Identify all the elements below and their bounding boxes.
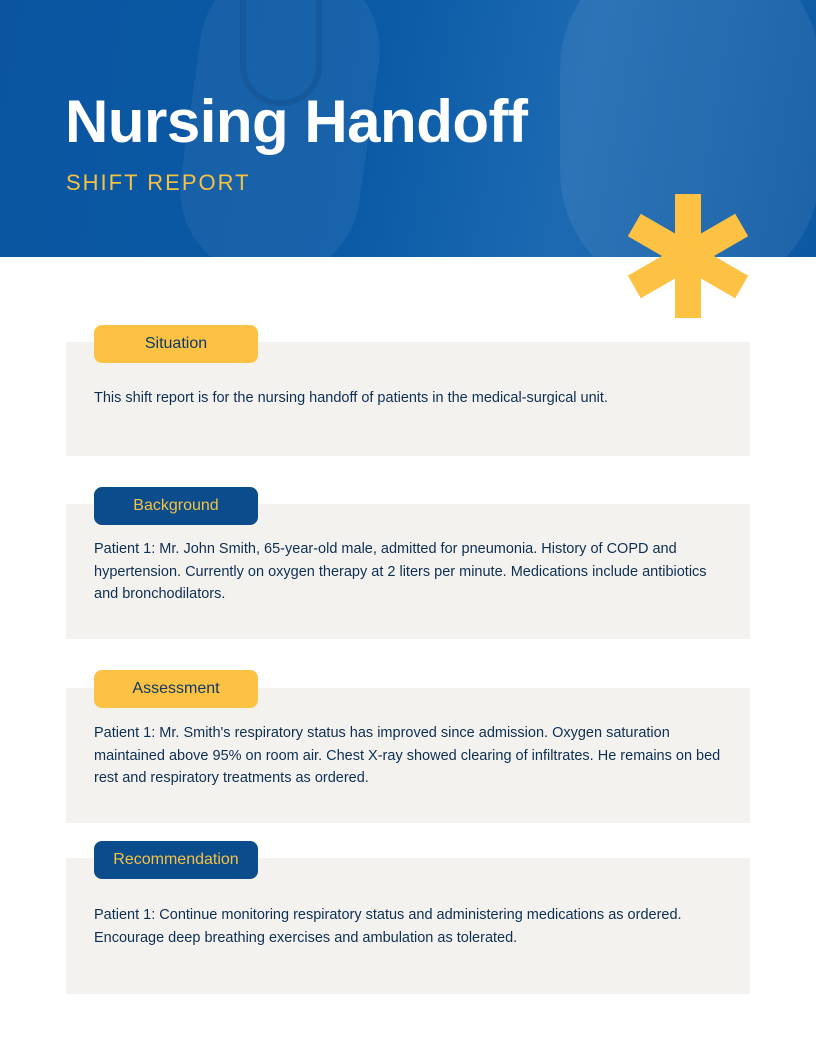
page-title: Nursing Handoff — [65, 88, 528, 155]
background-text: Patient 1: Mr. John Smith, 65-year-old male, admitted for pneumonia. History of COPD and hypertension. Currently on oxygen therapy at 2 liters per minute. Medications include antibiotics and bronchodilators. — [94, 541, 707, 602]
page-subtitle: SHIFT REPORT — [66, 170, 251, 195]
medical-asterisk-icon — [624, 194, 752, 318]
background-label: Background — [94, 487, 258, 525]
situation-label: Situation — [94, 325, 258, 363]
assessment-text: Patient 1: Mr. Smith's respiratory status has improved since admission. Oxygen saturation maintained above 95% on room air. Chest X-ray showed clearing of infiltrates. He remains on bed rest and respiratory treatments as ordered. — [94, 725, 721, 786]
recommendation-label: Recommendation — [94, 841, 258, 879]
assessment-label: Assessment — [94, 670, 258, 708]
recommendation-text: Patient 1: Continue monitoring respiratory status and administering medications as ordered. Encourage deep breathing exercises and ambulation as tolerated. — [94, 907, 682, 946]
situation-text: This shift report is for the nursing handoff of patients in the medical-surgical unit. — [94, 390, 608, 406]
